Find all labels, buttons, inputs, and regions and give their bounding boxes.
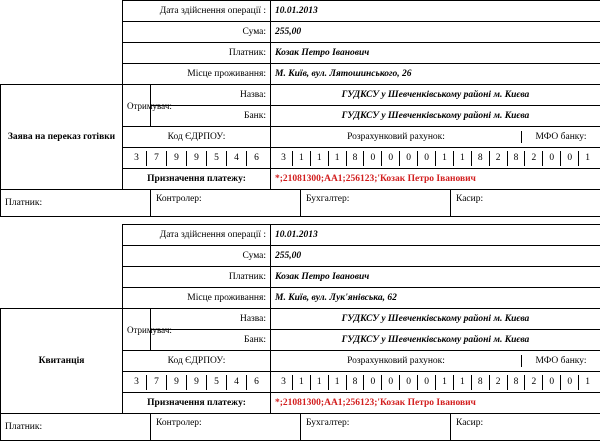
digit: 8: [508, 151, 526, 166]
digit: 2: [525, 151, 543, 166]
account-label: Розрахунковий рахунок:: [271, 131, 522, 143]
digit: 0: [543, 151, 561, 166]
block-divider: [0, 217, 600, 224]
digit: 0: [561, 375, 579, 390]
payment-form-table-1: [0, 0, 600, 217]
edrpou-label: Код ЄДРПОУ:: [123, 351, 271, 372]
receiver-name-row: [1, 309, 600, 330]
digit: 0: [400, 375, 418, 390]
digit: 8: [347, 375, 365, 390]
account-mfo-header-cell: [271, 351, 600, 372]
receiver-name-label: Назва:: [151, 85, 271, 106]
digit: 2: [490, 375, 508, 390]
signatures-row: [1, 190, 600, 217]
digit: 2: [490, 151, 508, 166]
payer-label: Платник:: [123, 43, 271, 64]
sum-value[interactable]: 255,00: [271, 22, 600, 43]
digit: 8: [472, 375, 490, 390]
bank-value[interactable]: ГУДКСУ у Шевченкiвському районi м. Києва: [271, 330, 600, 351]
edrpou-digits[interactable]: [123, 372, 271, 393]
digit: 1: [329, 375, 347, 390]
digit: 8: [472, 151, 490, 166]
digit: 1: [436, 151, 454, 166]
date-value[interactable]: 10.01.2013: [271, 1, 600, 22]
digit: 0: [418, 151, 436, 166]
form-type-title-2: Квитанцiя: [1, 309, 123, 414]
signature-cells: [151, 414, 600, 441]
digit: 1: [454, 375, 472, 390]
receiver-name-value[interactable]: ГУДКСУ у Шевченкiвському районi м. Києва: [271, 309, 600, 330]
date-label: Дата здiйснення операцiї :: [123, 1, 271, 22]
digit: 4: [227, 375, 247, 390]
address-label: Мiсце проживання:: [123, 288, 271, 309]
digit: 1: [329, 151, 347, 166]
digit: 2: [525, 375, 543, 390]
side-title-cell: [1, 1, 123, 85]
digit: 9: [187, 151, 207, 166]
purpose-label: Призначення платежу:: [123, 393, 271, 414]
digit: 1: [579, 151, 596, 166]
digit: 4: [227, 151, 247, 166]
digit: 8: [347, 151, 365, 166]
digit: 1: [454, 151, 472, 166]
payment-form-block-2: [0, 224, 600, 441]
digit: 1: [293, 151, 311, 166]
digit: 0: [364, 151, 382, 166]
date-row: [1, 1, 600, 22]
account-label: Розрахунковий рахунок:: [271, 355, 522, 367]
digit: 0: [382, 375, 400, 390]
digit: 7: [147, 151, 167, 166]
sign-accountant[interactable]: Бухгалтер:: [301, 414, 451, 440]
payment-form-block-1: [0, 0, 600, 217]
date-row: [1, 225, 600, 246]
sign-accountant[interactable]: Бухгалтер:: [301, 190, 451, 216]
purpose-value[interactable]: *;21081300;АА1;256123;'Козак Петро Іванович: [271, 169, 600, 190]
sign-payer[interactable]: Платник:: [1, 190, 151, 217]
digit: 0: [561, 151, 579, 166]
account-mfo-digits[interactable]: [271, 372, 600, 393]
form-type-title-1: Заява на переказ готівки: [1, 85, 123, 190]
date-label: Дата здiйснення операцiї :: [123, 225, 271, 246]
sign-cashier[interactable]: Касир:: [451, 414, 600, 440]
digit: 8: [508, 375, 526, 390]
payer-value[interactable]: Козак Петро Iванович: [271, 43, 600, 64]
digit: 1: [311, 375, 329, 390]
payer-label: Платник:: [123, 267, 271, 288]
digit: 3: [127, 375, 147, 390]
bank-label: Банк:: [151, 106, 271, 127]
address-label: Мiсце проживання:: [123, 64, 271, 85]
mfo-label: МФО банку:: [522, 355, 600, 367]
digit: 0: [543, 375, 561, 390]
bank-value[interactable]: ГУДКСУ у Шевченкiвському районi м. Києва: [271, 106, 600, 127]
edrpou-digits[interactable]: [123, 148, 271, 169]
payment-form-table-2: [0, 224, 600, 441]
receiver-name-label: Назва:: [151, 309, 271, 330]
sign-payer[interactable]: Платник:: [1, 414, 151, 441]
side-title-cell: [1, 225, 123, 309]
digit: 0: [418, 375, 436, 390]
digit: 5: [207, 151, 227, 166]
sign-controller[interactable]: Контролер:: [151, 414, 301, 440]
digit: 6: [247, 151, 266, 166]
edrpou-label: Код ЄДРПОУ:: [123, 127, 271, 148]
address-value[interactable]: М. Київ, вул. Лятошинського, 26: [271, 64, 600, 85]
sign-controller[interactable]: Контролер:: [151, 190, 301, 216]
date-value[interactable]: 10.01.2013: [271, 225, 600, 246]
sum-label: Сума:: [123, 22, 271, 43]
digit: 0: [382, 151, 400, 166]
receiver-name-row: [1, 85, 600, 106]
digit: 1: [293, 375, 311, 390]
receiver-label: Отримувач:: [123, 309, 151, 351]
digit: 5: [207, 375, 227, 390]
digit: 9: [167, 151, 187, 166]
digit: 9: [167, 375, 187, 390]
digit: 9: [187, 375, 207, 390]
signatures-row: [1, 414, 600, 441]
digit: 0: [400, 151, 418, 166]
digit: 1: [311, 151, 329, 166]
digit: 6: [247, 375, 266, 390]
digit: 3: [275, 375, 293, 390]
account-mfo-header-cell: [271, 127, 600, 148]
payer-value[interactable]: Козак Петро Iванович: [271, 267, 600, 288]
account-mfo-digits[interactable]: [271, 148, 600, 169]
sum-label: Сума:: [123, 246, 271, 267]
digit: 7: [147, 375, 167, 390]
digit: 3: [127, 151, 147, 166]
receiver-label: Отримувач:: [123, 85, 151, 127]
sum-value[interactable]: 255,00: [271, 246, 600, 267]
purpose-value[interactable]: *;21081300;АА1;256123;'Козак Петро Іванович: [271, 393, 600, 414]
digit: 1: [436, 375, 454, 390]
digit: 1: [579, 375, 596, 390]
sign-cashier[interactable]: Касир:: [451, 190, 600, 216]
signature-cells: [151, 190, 600, 217]
mfo-label: МФО банку:: [522, 131, 600, 143]
receiver-name-value[interactable]: ГУДКСУ у Шевченкiвському районi м. Києва: [271, 85, 600, 106]
digit: 0: [364, 375, 382, 390]
bank-label: Банк:: [151, 330, 271, 351]
purpose-label: Призначення платежу:: [123, 169, 271, 190]
address-value[interactable]: М. Київ, вул. Лук'янiвська, 62: [271, 288, 600, 309]
digit: 3: [275, 151, 293, 166]
